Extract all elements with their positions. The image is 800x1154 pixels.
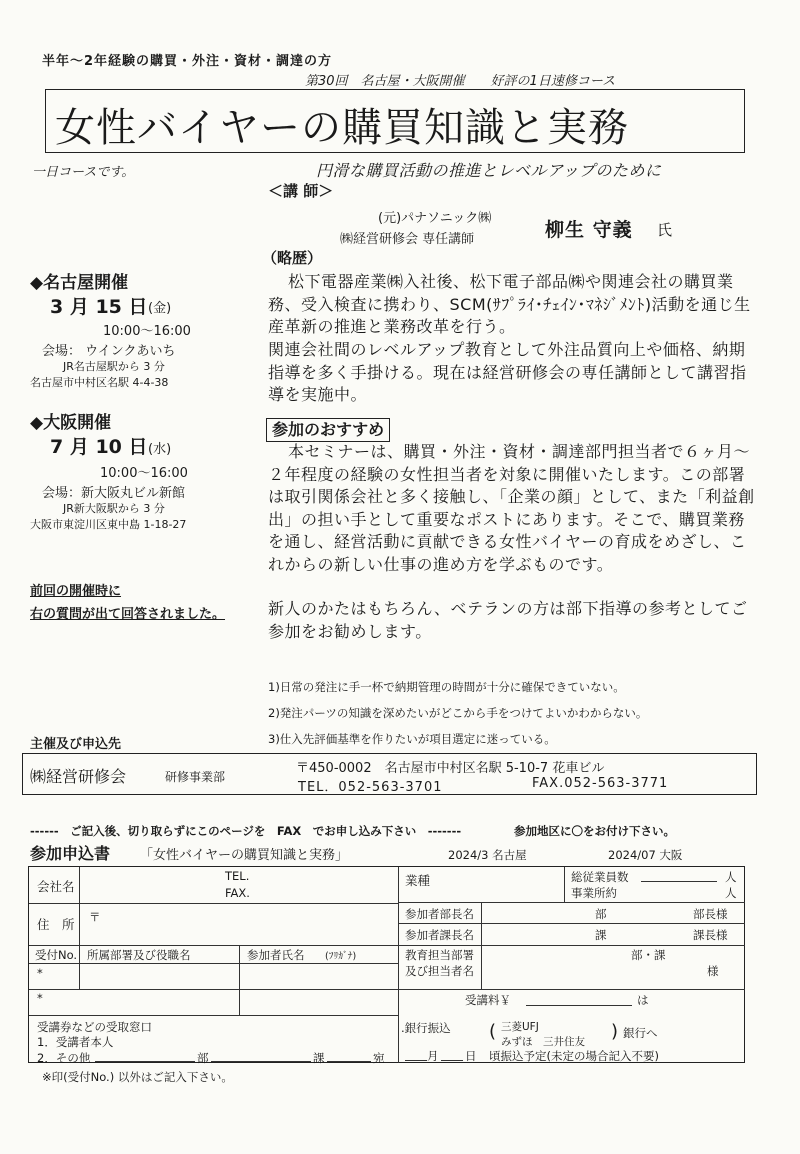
recommend-paragraph-1: 本セミナーは、購買・外注・資材・調達部門担当者で６ヶ月～２年程度の経験の女性担当者を対象に開催いたします。この部署は取引関係会社と多く接触し、「企業の顔」として、また「利益創出」の担い手として重要なポストにあります。そこで、購買業務を通し、経営活動に貢献できる女性バイヤーの育成をめざし、これからの新しい仕事の進め方を学ぶものです。 (268, 442, 755, 574)
organizer-dept: 研修事業部 (165, 770, 226, 784)
dept-head-label: 参加者部長名 (405, 907, 474, 921)
div-sec-label: 部・課 (631, 948, 666, 962)
dept-head-field[interactable] (487, 905, 587, 921)
area-notice: 参加地区に〇をお付け下さい。 (514, 824, 675, 838)
application-form (28, 866, 745, 1063)
offices-label: 事業所約 (571, 886, 617, 900)
fee-underline (526, 1005, 632, 1006)
month-field[interactable] (405, 1060, 427, 1061)
osaka-venue: 会場：新大阪丸ビル新館 (42, 486, 186, 501)
question-2: 2)発注パーツの知識を深めたいがどこから手をつけてよいかわからない。 (268, 706, 648, 720)
kana-note: (ﾌﾘｶﾞﾅ) (325, 951, 357, 962)
organizer-address: 〒450-0002 名古屋市中村区名駅 5-10-7 花車ビル (296, 761, 605, 776)
lecturer-affiliation-1: (元)パナソニック㈱ (378, 211, 492, 226)
dept-title-field-1[interactable] (85, 966, 235, 986)
bank-paren-close: ) (611, 1021, 619, 1042)
bio-paragraph-2: 関連会社間のレベルアップ教育として外注品質向上や価格、納期指導を多く手掛ける。現在は経営研修会の専任講師として講習指導を実施中。 (268, 340, 747, 404)
organizer-name: ㈱経営研修会 (30, 767, 127, 786)
recommend-heading: 参加のおすすめ (266, 418, 390, 442)
month-label: 月 (427, 1049, 439, 1063)
tel-label: TEL. (225, 869, 250, 883)
area-option-osaka[interactable]: 2024/07 大阪 (608, 848, 683, 862)
fax-field[interactable] (255, 886, 390, 901)
section-head-suffix: 課長様 (693, 928, 728, 942)
transfer-note: 頃振込予定(未定の場合記入不要) (489, 1049, 659, 1063)
bank-transfer-label: .銀行振込 (401, 1021, 451, 1035)
osaka-address: 大阪市東淀川区東中島 1-18-27 (30, 518, 187, 531)
ticket-option-self[interactable]: 1．受講者本人 (37, 1035, 114, 1049)
area-option-nagoya[interactable]: 2024/3 名古屋 (448, 848, 527, 862)
ticket-label: 受講券などの受取窓口 (37, 1020, 152, 1034)
previous-note-1: 前回の開催時に (30, 584, 122, 599)
footnote: ※印(受付No.) 以外はご記入下さい。 (42, 1070, 233, 1084)
participant-label: 参加者氏名 (247, 948, 305, 962)
receipt-no-label: 受付No. (35, 948, 78, 962)
row2-star: * (37, 991, 43, 1005)
lecturer-heading: ＜講 師＞ (268, 182, 334, 200)
form-title: 参加申込書 (30, 844, 111, 863)
industry-label: 業種 (405, 873, 431, 888)
participant-field-1[interactable] (245, 966, 393, 986)
section-head-field[interactable] (487, 926, 587, 942)
section-unit: 課 (595, 928, 607, 942)
ticket-option-other[interactable]: 2．その他 (37, 1051, 91, 1065)
day-label: 日 (465, 1049, 477, 1063)
osaka-time: 10:00～16:00 (100, 466, 188, 481)
nagoya-venue: 会場： ウインクあいち (42, 344, 176, 359)
bank-option-2[interactable]: みずほ 三井住友 (501, 1036, 585, 1048)
lecturer-affiliation-2: ㈱経営研修会 専任講師 (340, 232, 475, 247)
offices-unit: 人 (725, 886, 737, 900)
fee-label: 受講料￥ (465, 993, 511, 1007)
other-underline-3 (327, 1061, 371, 1062)
edu-dept-label-2: 及び担当者名 (405, 964, 474, 978)
organizer-tel: TEL．052-563-3701 (298, 780, 443, 795)
other-underline-2 (211, 1061, 311, 1062)
bank-option-1[interactable]: 三菱UFJ (501, 1021, 539, 1033)
bio-paragraph-1: 松下電器産業㈱入社後、松下電子部品㈱や関連会社の購買業務、受入検査に携わり、SCM(ｻﾌﾟﾗｲ･ﾁｪｲﾝ･ﾏﾈｼﾞﾒﾝﾄ)活動を通じ生産革新の推進と業務改革を行う。 (268, 272, 751, 336)
other-sec-unit: 課 (313, 1051, 325, 1065)
postal-mark: 〒 (89, 910, 101, 924)
address-field[interactable] (105, 909, 390, 941)
company-field[interactable] (89, 875, 209, 895)
lecturer-honorific: 氏 (657, 221, 673, 239)
section-head-label: 参加者課長名 (405, 928, 474, 942)
subtitle: 円滑な購買活動の推進とレベルアップのために (316, 161, 662, 180)
one-day-note: 一日コースです。 (32, 165, 135, 180)
edu-dept-label-1: 教育担当部署 (405, 948, 474, 962)
tel-field[interactable] (255, 869, 390, 884)
question-3: 3)仕入先評価基準を作りたいが項目選定に迷っている。 (268, 732, 556, 746)
row1-star: * (37, 966, 43, 980)
nagoya-access: JR名古屋駅から 3 分 (63, 360, 165, 373)
employees-unit: 人 (725, 870, 737, 884)
form-course: 「女性バイヤーの購買知識と実務」 (140, 848, 349, 863)
dept-title-label: 所属部署及び役職名 (87, 948, 191, 962)
edu-contact-field[interactable] (487, 959, 697, 979)
organizer-fax: FAX.052-563-3771 (532, 776, 669, 791)
question-1: 1)日常の発注に手一杯で納期管理の時間が十分に確保できていない。 (268, 680, 625, 694)
target-audience: 半年～2年経験の購買・外注・資材・調達の方 (42, 54, 333, 69)
offices-field[interactable] (641, 885, 719, 899)
participant-field-2[interactable] (245, 992, 393, 1012)
page-title: 女性バイヤーの購買知識と実務 (55, 105, 629, 151)
nagoya-time: 10:00～16:00 (103, 324, 191, 339)
cut-notice: ------ ご記入後、切り取らずにこのページを FAX でお申し込み下さい ------- (30, 824, 462, 838)
dept-unit: 部 (595, 907, 607, 921)
nagoya-weekday: (金) (148, 301, 172, 316)
addressee-label: 宛 (373, 1051, 385, 1065)
address-label: 住 所 (37, 917, 75, 932)
company-label: 会社名 (37, 879, 75, 894)
recommend-paragraph-2: 新人のかたはもちろん、ベテランの方は部下指導の参考としてご参加をお勧めします。 (268, 599, 748, 641)
employees-field[interactable] (641, 869, 719, 883)
day-field[interactable] (441, 1060, 463, 1061)
nagoya-address: 名古屋市中村区名駅 4-4-38 (30, 376, 169, 389)
bank-paren-open: ( (489, 1021, 497, 1042)
edu-sama: 様 (707, 964, 719, 978)
employees-label: 総従業員数 (571, 870, 629, 884)
fee-suffix: は (637, 993, 649, 1007)
previous-note-2: 右の質問が出て回答されました。 (30, 607, 226, 622)
osaka-access: JR新大阪駅から 3 分 (63, 502, 165, 515)
nagoya-date: 3 月 15 日 (50, 296, 148, 318)
organizer-label: 主催及び申込先 (30, 737, 122, 752)
bank-suffix: 銀行へ (623, 1026, 658, 1040)
bio-heading: （略歴） (262, 249, 323, 267)
osaka-weekday: (水) (148, 442, 172, 457)
osaka-date: 7 月 10 日 (50, 436, 148, 458)
osaka-heading: ◆大阪開催 (30, 413, 112, 433)
other-dept-unit: 部 (197, 1051, 209, 1065)
edition-line: 第30回 名古屋・大阪開催 好評の1日速修コース (305, 74, 616, 89)
nagoya-heading: ◆名古屋開催 (30, 273, 129, 293)
dept-head-suffix: 部長様 (693, 907, 728, 921)
fax-label: FAX. (225, 886, 250, 900)
other-underline-1 (95, 1061, 195, 1062)
lecturer-name: 柳生 守義 (545, 219, 633, 241)
fee-field[interactable] (526, 990, 632, 1005)
